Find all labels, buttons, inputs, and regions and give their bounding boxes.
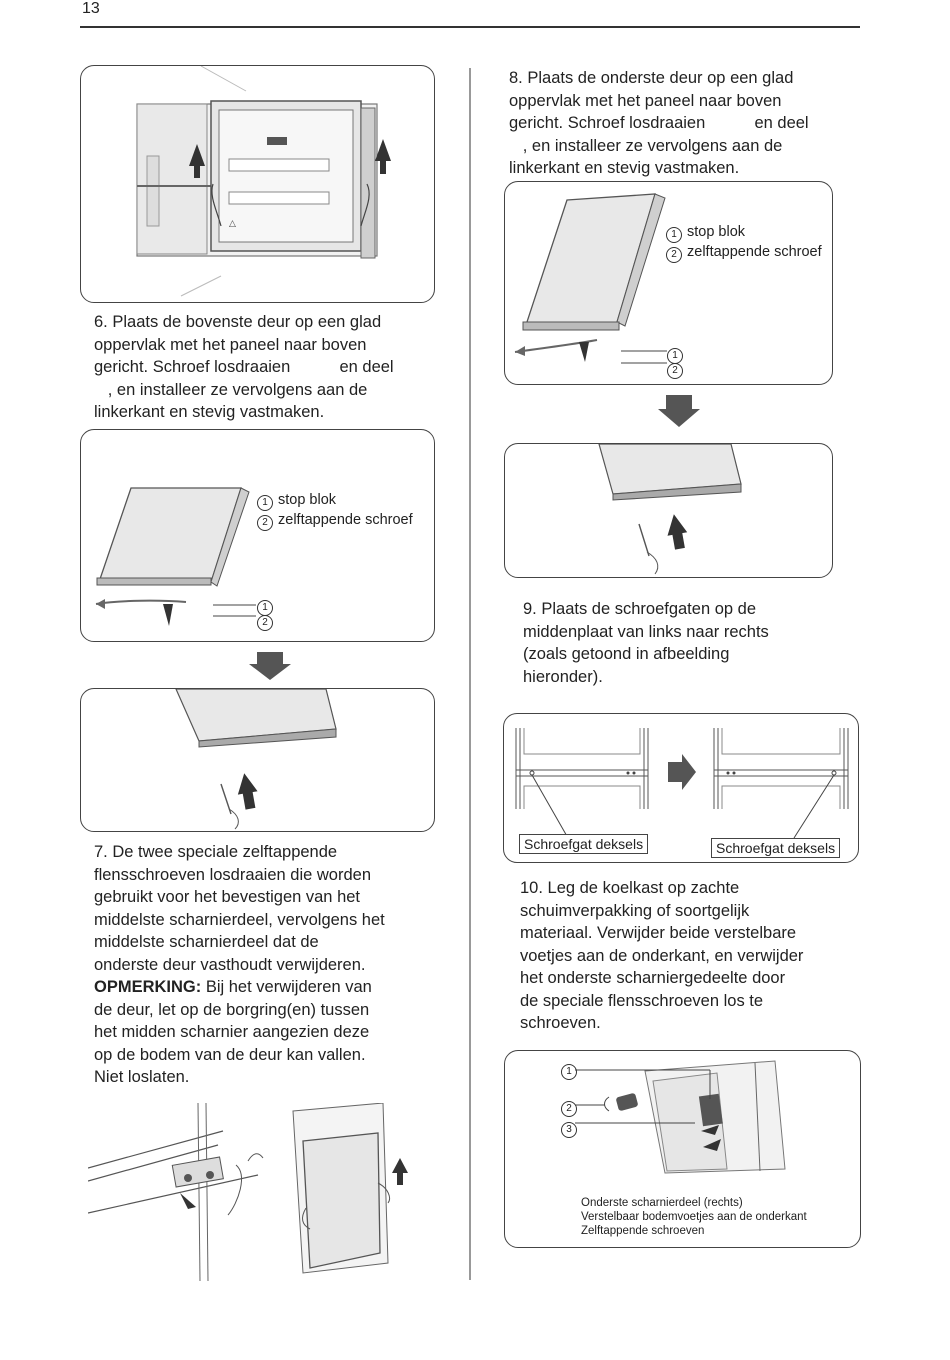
screw-hole-cover-label-left: Schroefgat deksels bbox=[519, 834, 648, 854]
middle-hinge-removal-illustration bbox=[88, 1103, 428, 1281]
fridge-open-door-illustration bbox=[81, 66, 435, 303]
step-6-line: gericht. Schroef losdraaien en deel bbox=[94, 358, 394, 376]
step-10-line: schuimverpakking of soortgelijk bbox=[520, 901, 750, 920]
legend-item: 1 stop blok bbox=[257, 491, 413, 511]
step-10-instructions bbox=[520, 877, 855, 1035]
step-8-line: gericht. Schroef losdraaien en deel bbox=[509, 114, 809, 132]
step-9-line: middenplaat van links naar rechts bbox=[523, 622, 769, 641]
step-9-instructions bbox=[523, 598, 843, 688]
step-6-line: oppervlak met het paneel naar boven bbox=[94, 335, 367, 354]
step-10-line: schroeven. bbox=[520, 1014, 601, 1032]
step-10-legend bbox=[581, 1196, 807, 1238]
step-10-line: 10. Leg de koelkast op zachte bbox=[520, 879, 740, 897]
step-9-line: hieronder). bbox=[523, 667, 603, 686]
step-7-line: middelste scharnierdeel, vervolgens het bbox=[94, 910, 385, 929]
step-7-line: middelste scharnierdeel dat de bbox=[94, 933, 319, 951]
legend-item: Verstelbaar bodemvoetjes aan de onderkant bbox=[581, 1211, 807, 1223]
step-8-line: linkerkant en stevig vastmaken. bbox=[509, 159, 740, 177]
step-10-line: de speciale flensschroeven los te bbox=[520, 991, 764, 1010]
step-7-line: de deur, let op de borgring(en) tussen bbox=[94, 1000, 370, 1019]
figure-screw-hole-covers bbox=[503, 713, 859, 863]
fridge-front-left bbox=[516, 728, 648, 838]
step-7-instructions bbox=[94, 841, 454, 1089]
step-7-line: onderste deur vasthoudt verwijderen. bbox=[94, 955, 366, 974]
lower-door-reinstall-illustration bbox=[505, 444, 833, 578]
step-6-line: 6. Plaats de bovenste deur op een glad bbox=[94, 313, 382, 331]
legend-item: 2 zelftappende schroef bbox=[257, 511, 413, 531]
legend-item: Zelftappende schroeven bbox=[581, 1225, 705, 1237]
right-arrow-icon bbox=[668, 754, 696, 790]
figure-lower-door-stop-block bbox=[504, 181, 833, 385]
figure-lower-door-install bbox=[504, 443, 833, 578]
step-7-line: op de bodem van de deur kan vallen. bbox=[94, 1045, 366, 1064]
step-7-line: het midden scharnier aangezien deze bbox=[94, 1023, 370, 1041]
column-divider bbox=[469, 68, 471, 1280]
upper-door-reinstall-illustration bbox=[81, 689, 435, 832]
step-10-line: voetjes aan de onderkant, en verwijder bbox=[520, 946, 804, 965]
step-7-line: 7. De twee speciale zelftappende bbox=[94, 843, 338, 861]
step-8-line: , en installeer ze vervolgens aan de bbox=[509, 136, 783, 155]
legend-item: Onderste scharnierdeel (rechts) bbox=[581, 1197, 743, 1209]
step-8-callouts: 1 2 bbox=[667, 344, 688, 379]
page-number: 13 bbox=[82, 0, 100, 17]
step-8-instructions bbox=[509, 67, 854, 180]
step-6-line: , en installeer ze vervolgens aan de bbox=[94, 380, 368, 399]
step-10-line: het onderste scharniergedeelte door bbox=[520, 969, 786, 987]
step-8-line: oppervlak met het paneel naar boven bbox=[509, 91, 782, 110]
down-arrow-icon bbox=[658, 395, 700, 427]
svg-text:△: △ bbox=[229, 219, 236, 229]
step-6-line: linkerkant en stevig vastmaken. bbox=[94, 403, 325, 421]
step-8-legend bbox=[666, 223, 822, 263]
step-6-legend bbox=[257, 491, 413, 531]
step-8-line: 8. Plaats de onderste deur op een glad bbox=[509, 69, 794, 87]
screw-hole-cover-label-right: Schroefgat deksels bbox=[711, 838, 840, 858]
figure-upper-door-removal bbox=[80, 65, 435, 303]
figure-upper-door-install bbox=[80, 688, 435, 832]
step-6-callouts: 1 2 bbox=[257, 596, 278, 631]
step-7-note: OPMERKING: Bij het verwijderen van bbox=[94, 978, 372, 996]
step-10-line: materiaal. Verwijder beide verstelbare bbox=[520, 924, 797, 942]
header-rule bbox=[80, 26, 860, 28]
fridge-front-right bbox=[714, 728, 848, 838]
legend-item: 1 stop blok bbox=[666, 223, 822, 243]
step-7-line: flensschroeven losdraaien die worden bbox=[94, 865, 372, 884]
down-arrow-icon bbox=[249, 652, 291, 680]
step-10-callouts: 1 2 3 bbox=[561, 1061, 582, 1138]
step-9-line: (zoals getoond in afbeelding bbox=[523, 645, 730, 663]
step-9-line: 9. Plaats de schroefgaten op de bbox=[523, 600, 756, 618]
step-7-line: gebruikt voor het bevestigen van het bbox=[94, 888, 361, 906]
step-7-line: Niet loslaten. bbox=[94, 1068, 190, 1086]
figure-bottom-hinge-removal bbox=[504, 1050, 861, 1248]
figure-upper-door-stop-block bbox=[80, 429, 435, 642]
step-6-instructions bbox=[94, 311, 444, 424]
legend-item: 2 zelftappende schroef bbox=[666, 243, 822, 263]
